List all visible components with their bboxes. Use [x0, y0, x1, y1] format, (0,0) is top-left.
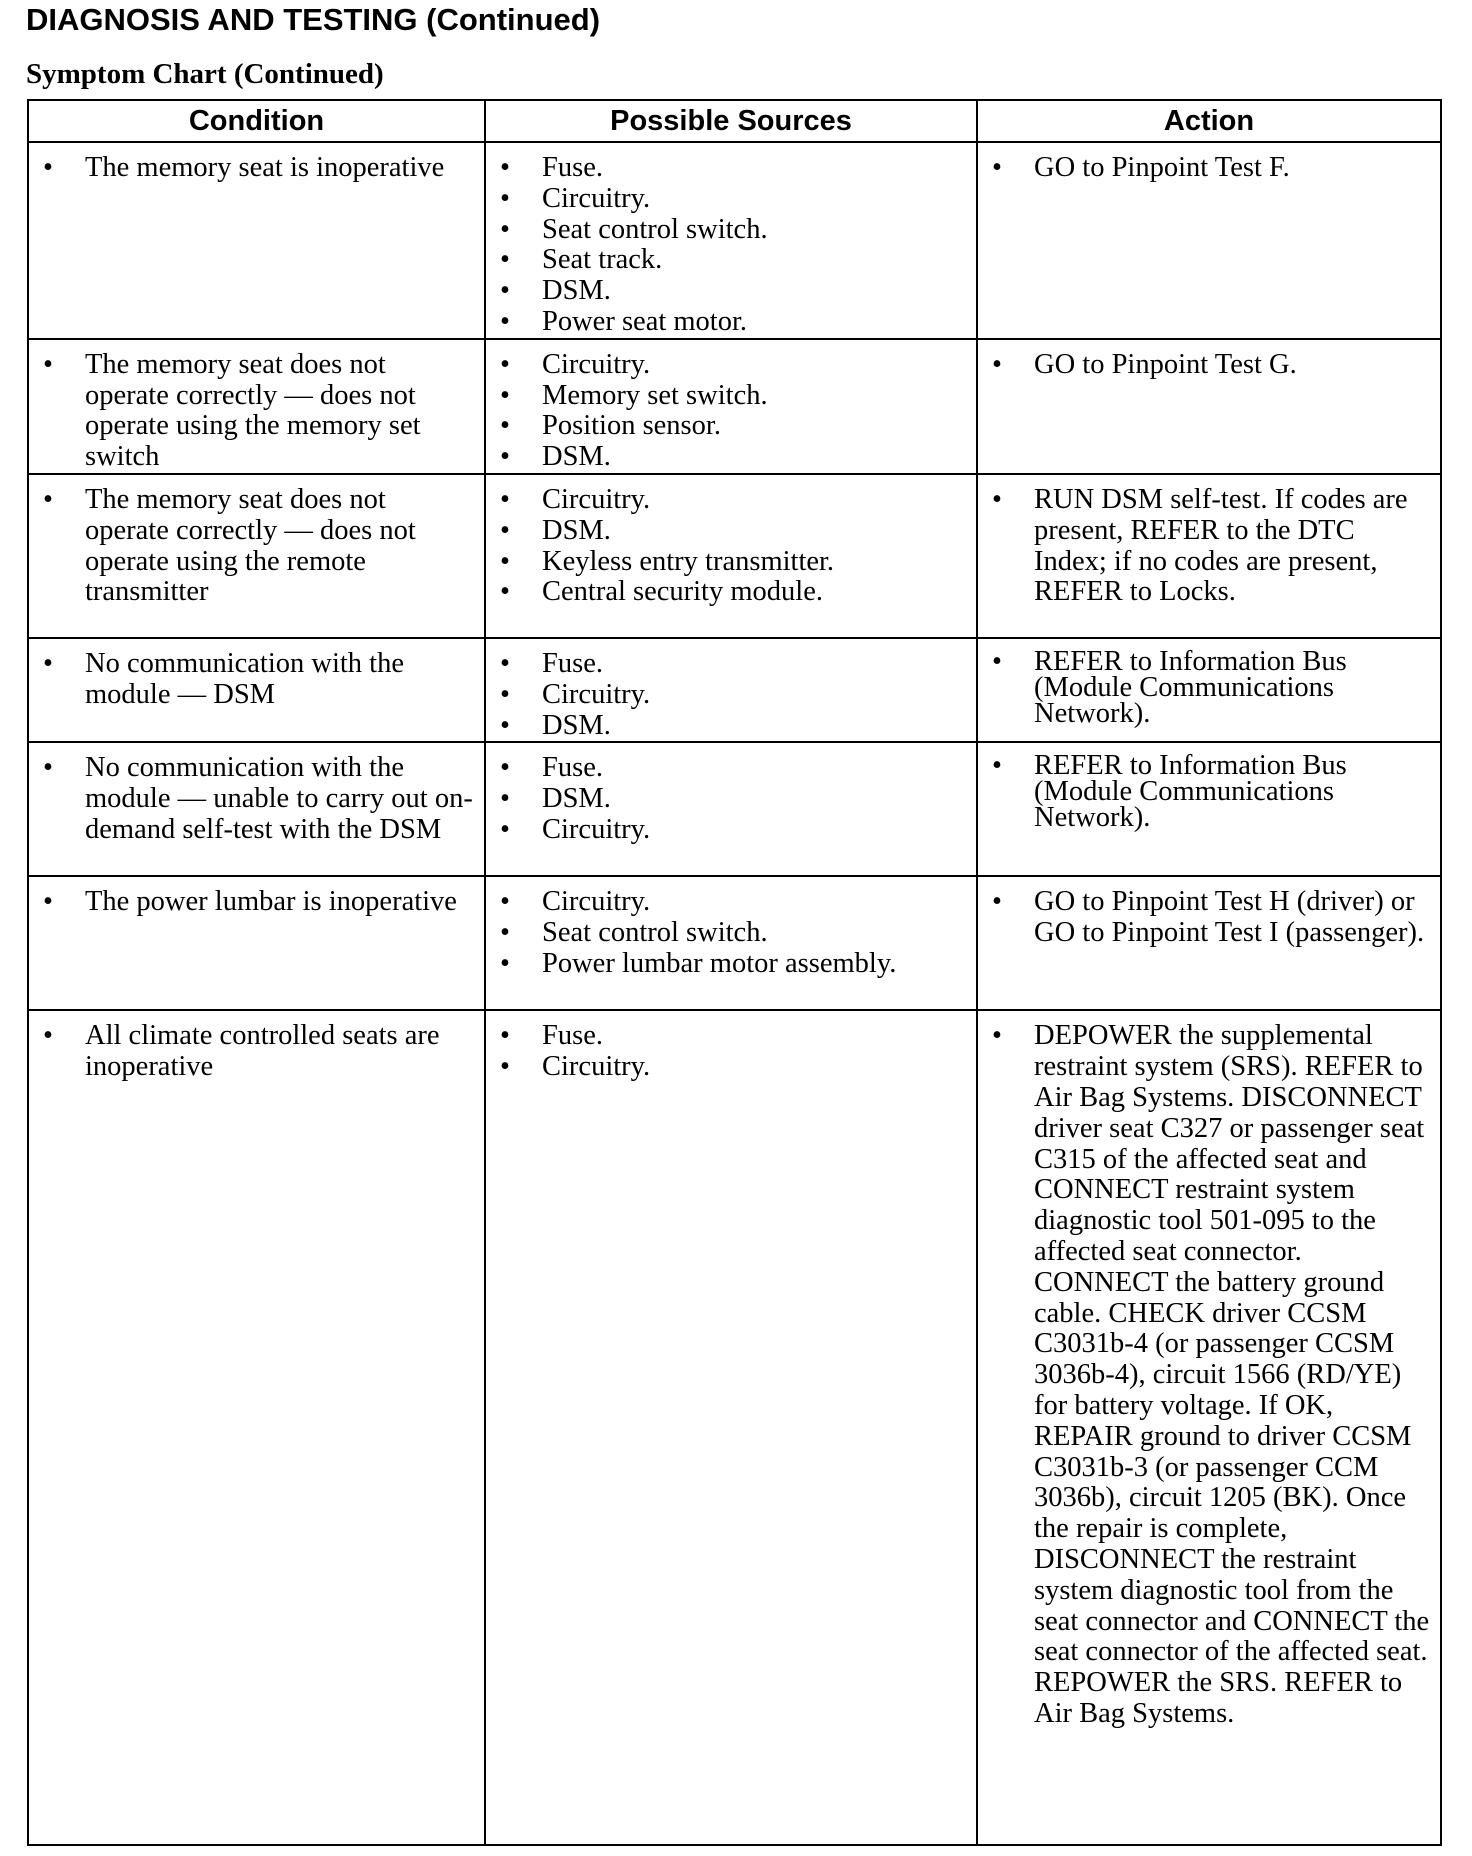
- action-cell: [977, 1010, 1441, 1845]
- symptom-chart-table: [27, 99, 1442, 1846]
- sources-cell: [485, 339, 977, 474]
- source-item: • DSM.: [486, 784, 966, 815]
- action-item: • REFER to Information Bus (Module Communications Network).: [978, 649, 1430, 727]
- action-item: • GO to Pinpoint Test G.: [978, 350, 1430, 381]
- source-item: • Fuse.: [486, 153, 966, 184]
- source-item: • Fuse.: [486, 649, 966, 680]
- action-item: • REFER to Information Bus (Module Communications Network).: [978, 753, 1430, 831]
- source-item: • Seat control switch.: [486, 215, 966, 246]
- section-title: Symptom Chart (Continued): [26, 58, 384, 90]
- condition-item: • No communication with the module — unable to carry out on-demand self-test with the DSM: [29, 753, 474, 845]
- action-item: • RUN DSM self-test. If codes are present, REFER to the DTC Index; if no codes are present, REFER to Locks.: [978, 485, 1430, 608]
- table-row: [28, 638, 1441, 742]
- sources-cell: [485, 474, 977, 638]
- condition-item: • The power lumbar is inoperative: [29, 887, 474, 918]
- source-item: • Circuitry.: [486, 1052, 966, 1083]
- condition-item: • The memory seat does not operate correctly — does not operate using the memory set switch: [29, 350, 474, 473]
- source-item: • Memory set switch.: [486, 381, 966, 412]
- action-item: • DEPOWER the supplemental restraint system (SRS). REFER to Air Bag Systems. DISCONNECT driver seat C327 or passenger seat C315 of the affected seat and CONNECT restraint system diagnostic tool 501-095 to the affected seat connector. CONNECT the battery ground cable. CHECK driver CCSM C3031b-4 (or passenger CCSM 3036b-4), circuit 1566 (RD/YE) for battery voltage. If OK, REPAIR ground to driver CCSM C3031b-3 (or passenger CCM 3036b), circuit 1205 (BK). Once the repair is complete, DISCONNECT the restraint system diagnostic tool from the seat connector and CONNECT the seat connector of the affected seat. REPOWER the SRS. REFER to Air Bag Systems.: [978, 1021, 1430, 1729]
- sources-cell: [485, 142, 977, 339]
- source-item: • DSM.: [486, 276, 966, 307]
- table-row: [28, 1010, 1441, 1845]
- action-item: • GO to Pinpoint Test H (driver) or GO to Pinpoint Test I (passenger).: [978, 887, 1430, 949]
- table-row: [28, 339, 1441, 474]
- source-item: • DSM.: [486, 516, 966, 547]
- source-item: • Circuitry.: [486, 184, 966, 215]
- condition-cell: [28, 742, 485, 876]
- condition-cell: [28, 142, 485, 339]
- condition-item: • The memory seat does not operate correctly — does not operate using the remote transmitter: [29, 485, 474, 608]
- sources-cell: [485, 876, 977, 1010]
- column-header-condition: Condition: [28, 100, 485, 142]
- source-item: • Circuitry.: [486, 815, 966, 846]
- condition-cell: [28, 339, 485, 474]
- condition-item: • No communication with the module — DSM: [29, 649, 474, 711]
- action-item: • GO to Pinpoint Test F.: [978, 153, 1430, 184]
- source-item: • Power seat motor.: [486, 307, 966, 338]
- source-item: • Circuitry.: [486, 485, 966, 516]
- condition-cell: [28, 474, 485, 638]
- condition-item: • All climate controlled seats are inoperative: [29, 1021, 474, 1083]
- column-header-action: Action: [977, 100, 1441, 142]
- condition-cell: [28, 876, 485, 1010]
- table-row: [28, 474, 1441, 638]
- action-cell: [977, 742, 1441, 876]
- condition-cell: [28, 1010, 485, 1845]
- source-item: • DSM.: [486, 442, 966, 473]
- source-item: • Fuse.: [486, 753, 966, 784]
- source-item: • Seat control switch.: [486, 918, 966, 949]
- source-item: • Power lumbar motor assembly.: [486, 949, 966, 980]
- source-item: • Circuitry.: [486, 350, 966, 381]
- sources-cell: [485, 638, 977, 742]
- source-item: • Keyless entry transmitter.: [486, 547, 966, 578]
- source-item: • Circuitry.: [486, 887, 966, 918]
- table-row: [28, 742, 1441, 876]
- action-cell: [977, 142, 1441, 339]
- table-header-row: [28, 100, 1441, 142]
- table-row: [28, 876, 1441, 1010]
- source-item: • Seat track.: [486, 245, 966, 276]
- condition-item: • The memory seat is inoperative: [29, 153, 474, 184]
- sources-cell: [485, 742, 977, 876]
- source-item: • DSM.: [486, 711, 966, 742]
- source-item: • Central security module.: [486, 577, 966, 608]
- source-item: • Fuse.: [486, 1021, 966, 1052]
- condition-cell: [28, 638, 485, 742]
- page-title: DIAGNOSIS AND TESTING (Continued): [26, 2, 601, 37]
- source-item: • Circuitry.: [486, 680, 966, 711]
- action-cell: [977, 339, 1441, 474]
- action-cell: [977, 638, 1441, 742]
- action-cell: [977, 474, 1441, 638]
- column-header-possible-sources: Possible Sources: [485, 100, 977, 142]
- source-item: • Position sensor.: [486, 411, 966, 442]
- sources-cell: [485, 1010, 977, 1845]
- action-cell: [977, 876, 1441, 1010]
- table-row: [28, 142, 1441, 339]
